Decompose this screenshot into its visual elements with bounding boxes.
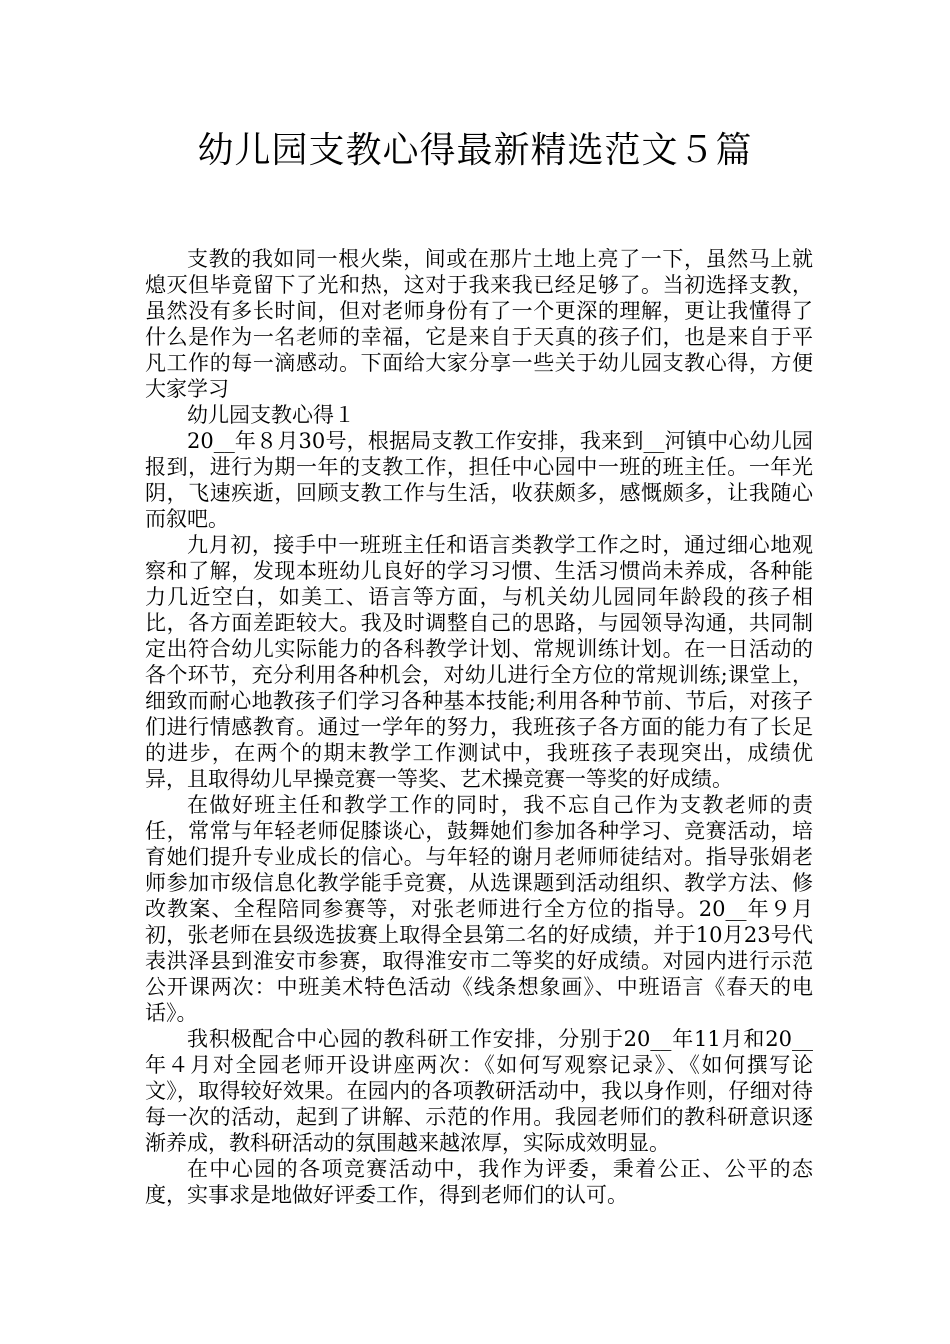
body-paragraph: 在中心园的各项竞赛活动中，我作为评委，秉着公正、公平的态度，实事求是地做好评委工作，得到老师们的认可。 [145, 1157, 813, 1207]
intro-paragraph: 支教的我如同一根火柴，间或在那片土地上亮了一下，虽然马上就熄灭但毕竟留下了光和热，这对于我来我已经足够了。当初选择支教，虽然没有多长时间，但对老师身份有了一个更深的理解，更让我懂得了什么是作为一名老师的幸福，它是来自于天真的孩子们，也是来自于平凡工作的每一滴感动。下面给大家分享一些关于幼儿园支教心得，方便大家学习 [145, 247, 813, 401]
document-title: 幼儿园支教心得最新精选范文５篇 [197, 130, 753, 171]
body-paragraph: 我积极配合中心园的教科研工作安排，分别于20__年11月和20__年４月对全园老师开设讲座两次：《如何写观察记录》、《如何撰写论文》，取得较好效果。在园内的各项教研活动中，我以身作则，仔细对待每一次的活动，起到了讲解、示范的作用。我园老师们的教科研意识逐渐养成，教科研活动的氛围越来越浓厚，实际成效明显。 [145, 1027, 813, 1155]
section-heading: 幼儿园支教心得１ [187, 403, 355, 427]
body-paragraph: 在做好班主任和教学工作的同时，我不忘自己作为支教老师的责任，常常与年轻老师促膝谈心，鼓舞她们参加各种学习、竞赛活动，培育她们提升专业成长的信心。与年轻的谢月老师师徒结对。指导张娟老师参加市级信息化教学能手竞赛，从选课题到活动组织、教学方法、修改教案、全程陪同参赛等，对张老师进行全方位的指导。20__年９月初，张老师在县级选拔赛上取得全县第二名的好成绩，并于10月23号代表洪泽县到淮安市参赛，取得淮安市二等奖的好成绩。对园内进行示范公开课两次：中班美术特色活动《线条想象画》、中班语言《春天的电话》。 [145, 793, 813, 1025]
body-paragraph: 九月初，接手中一班班主任和语言类教学工作之时，通过细心地观察和了解，发现本班幼儿良好的学习习惯、生活习惯尚未养成，各种能力几近空白，如美工、语言等方面，与机关幼儿园同年龄段的孩子相比，各方面差距较大。我及时调整自己的思路，与园领导沟通，共同制定出符合幼儿实际能力的各科教学计划、常规训练计划。在一日活动的各个环节，充分利用各种机会，对幼儿进行全方位的常规训练;课堂上，细致而耐心地教孩子们学习各种基本技能;利用各种节前、节后，对孩子们进行情感教育。通过一学年的努力，我班孩子各方面的能力有了长足的进步，在两个的期末教学工作测试中，我班孩子表现突出，成绩优异，且取得幼儿早操竞赛一等奖、艺术操竞赛一等奖的好成绩。 [145, 533, 813, 791]
body-paragraph: 20__年８月30号，根据局支教工作安排，我来到__河镇中心幼儿园报到，进行为期一年的支教工作，担任中心园中一班的班主任。一年光阴，飞速疾逝，回顾支教工作与生活，收获颇多，感慨颇多，让我随心而叙吧。 [145, 429, 813, 531]
document-body [145, 246, 813, 1208]
